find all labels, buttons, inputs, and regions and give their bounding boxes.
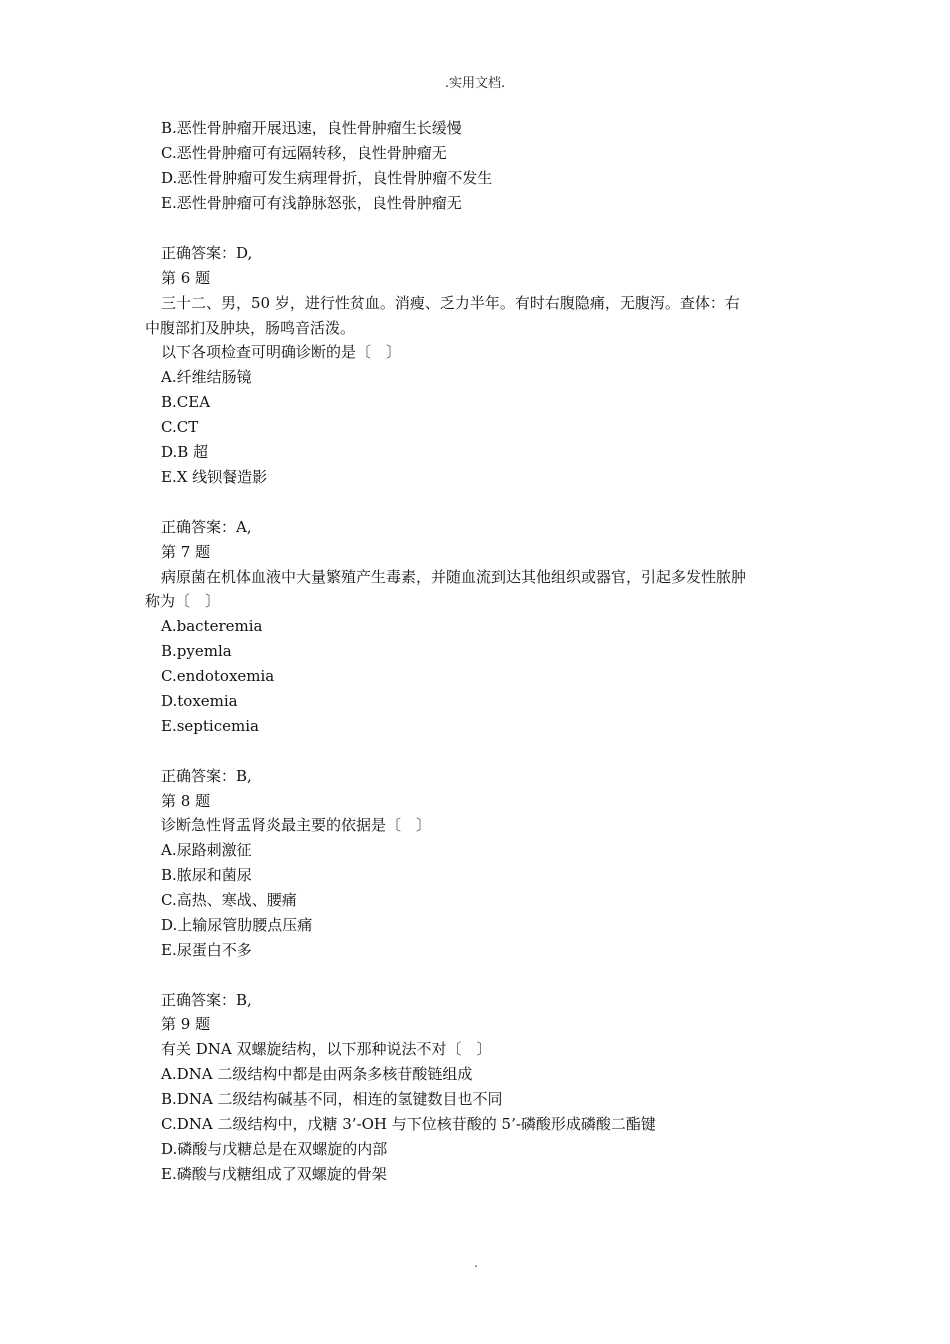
q6-stem-line2: 中腹部扪及肿块，肠鸣音活泼。 — [145, 319, 356, 337]
q8-title: 第 8 题 — [161, 792, 211, 810]
q6-stem-line1: 三十二、男，50 岁，进行性贫血。消瘦、乏力半年。有时右腹隐痛，无腹泻。查体：右 — [161, 294, 740, 312]
q9-option-c: C.DNA 二级结构中，戊糖 3’-OH 与下位核苷酸的 5’-磷酸形成磷酸二酯键 — [161, 1115, 656, 1133]
q6-option-e: E.X 线钡餐造影 — [161, 468, 268, 486]
q9-option-b: B.DNA 二级结构碱基不同，相连的氢键数目也不同 — [161, 1090, 503, 1108]
q9-title: 第 9 题 — [161, 1015, 211, 1033]
q5-option-c: C.恶性骨肿瘤可有远隔转移，良性骨肿瘤无 — [161, 144, 447, 162]
q8-option-d: D.上输尿管肋腰点压痛 — [161, 916, 313, 934]
q8-option-b: B.脓尿和菌尿 — [161, 866, 252, 884]
q7-stem-line2: 称为〔 〕 — [145, 592, 221, 610]
q9-option-d: D.磷酸与戊糖总是在双螺旋的内部 — [161, 1140, 388, 1158]
q8-answer: 正确答案：B, — [161, 991, 252, 1009]
q9-stem-line1: 有关 DNA 双螺旋结构，以下那种说法不对〔 〕 — [161, 1040, 492, 1058]
q6-option-b: B.CEA — [161, 393, 211, 411]
q6-stem-line3: 以下各项检查可明确诊断的是〔 〕 — [161, 343, 402, 361]
q6-option-a: A.纤维结肠镜 — [161, 368, 252, 386]
q7-option-d: D.toxemia — [161, 692, 238, 710]
q7-option-e: E.septicemia — [161, 717, 259, 735]
q5-option-d: D.恶性骨肿瘤可发生病理骨折，良性骨肿瘤不发生 — [161, 169, 493, 187]
q8-stem-line1: 诊断急性肾盂肾炎最主要的依据是〔 〕 — [161, 816, 432, 834]
page-header: .实用文档. — [444, 76, 506, 91]
q6-answer: 正确答案：A, — [161, 518, 252, 536]
q5-answer: 正确答案：D, — [161, 244, 253, 262]
q5-option-b: B.恶性骨肿瘤开展迅速，良性骨肿瘤生长缓慢 — [161, 119, 462, 137]
q5-option-e: E.恶性骨肿瘤可有浅静脉怒张，良性骨肿瘤无 — [161, 194, 462, 212]
q7-answer: 正确答案：B, — [161, 767, 252, 785]
q8-option-e: E.尿蛋白不多 — [161, 941, 252, 959]
q7-option-c: C.endotoxemia — [161, 667, 275, 685]
q7-option-a: A.bacteremia — [161, 617, 263, 635]
q9-option-e: E.磷酸与戊糖组成了双螺旋的骨架 — [161, 1165, 387, 1183]
q6-option-c: C.CT — [161, 418, 199, 436]
q6-option-d: D.B 超 — [161, 443, 209, 461]
q8-option-c: C.高热、寒战、腰痛 — [161, 891, 297, 909]
q7-stem-line1: 病原菌在机体血液中大量繁殖产生毒素，并随血流到达其他组织或器官，引起多发性脓肿 — [161, 568, 747, 586]
q6-title: 第 6 题 — [161, 269, 211, 287]
q9-option-a: A.DNA 二级结构中都是由两条多核苷酸链组成 — [161, 1065, 473, 1083]
q8-option-a: A.尿路刺激征 — [161, 841, 252, 859]
q7-option-b: B.pyemla — [161, 642, 232, 660]
q7-title: 第 7 题 — [161, 543, 211, 561]
page-footer: . — [474, 1256, 478, 1270]
